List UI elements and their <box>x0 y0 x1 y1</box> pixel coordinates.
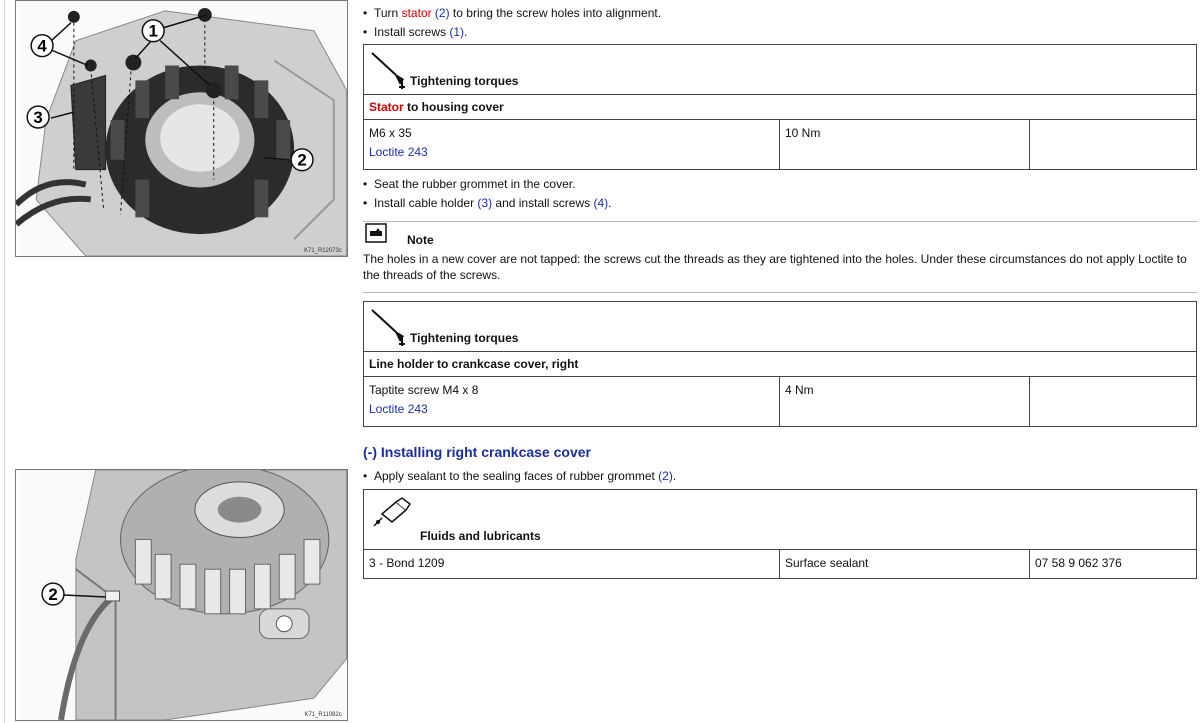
figure-stator-installation <box>15 0 348 257</box>
screw-spec: M6 x 35 <box>369 126 412 140</box>
stator-illustration <box>16 1 347 256</box>
torque-empty-cell <box>1030 120 1196 169</box>
step-install-cable-holder: • Install cable holder (3) and install screws (4). <box>363 196 612 210</box>
callout-4: 4 <box>37 36 47 56</box>
fluid-part-number: 07 58 9 062 376 <box>1035 556 1122 570</box>
torque-table-stator <box>363 44 1197 170</box>
stator-subject-link[interactable]: Stator <box>369 100 404 114</box>
stator-link[interactable]: stator <box>401 6 432 20</box>
crankcase-cover-illustration <box>16 470 347 720</box>
torque-empty-cell <box>1030 377 1196 426</box>
torque-spec-cell <box>364 120 780 169</box>
ref-2-grommet: (2) <box>658 469 673 483</box>
left-margin-rule <box>4 0 5 723</box>
note-text: The holes in a new cover are not tapped: the screws cut the threads as they are tightened into the holes. Under these circumstances do not apply Loctite to the threads of the screws. <box>363 252 1187 282</box>
callout-1: 1 <box>148 21 158 41</box>
callout-3: 3 <box>33 108 43 128</box>
note-title: Note <box>407 233 434 247</box>
fluids-table-header <box>364 490 1196 550</box>
figure1-code: K71_R12073c <box>304 248 342 255</box>
loctite-link[interactable]: Loctite 243 <box>369 145 428 159</box>
step-apply-sealant: • Apply sealant to the sealing faces of rubber grommet (2). <box>363 469 677 483</box>
torque-value: 10 Nm <box>780 120 1030 169</box>
torque-wrench-icon <box>370 306 406 349</box>
torque-table-header <box>364 45 1196 95</box>
figure2-code: K71_R11082c <box>304 712 342 719</box>
sealant-tube-icon <box>372 496 412 533</box>
torque-table-header <box>364 302 1196 352</box>
torque-table-subject: Stator to housing cover <box>364 95 1196 120</box>
screw-spec: Taptite screw M4 x 8 <box>369 383 479 397</box>
torque-table-title: Tightening torques <box>410 74 519 88</box>
torque-spec-cell <box>364 377 780 426</box>
fluid-type: Surface sealant <box>780 550 1030 578</box>
torque-table-line-holder <box>363 301 1197 427</box>
torque-table-row <box>364 377 1196 426</box>
step-install-screws: • Install screws (1). <box>363 25 468 39</box>
step-turn-stator: • Turn stator (2) to bring the screw holes into alignment. <box>363 6 662 20</box>
section-heading: (-) Installing right crankcase cover <box>363 444 591 460</box>
note-header <box>363 219 563 245</box>
bullet: • <box>363 6 368 20</box>
ref-3: (3) <box>477 196 493 210</box>
ref-4: (4) <box>593 196 609 210</box>
fluids-table <box>363 489 1197 579</box>
figure-grommet-sealant <box>15 469 348 721</box>
ref-1: (1) <box>449 25 465 39</box>
callout-2-figure2: 2 <box>48 584 58 604</box>
torque-wrench-icon <box>370 49 406 92</box>
ref-2: (2) <box>434 6 450 20</box>
fluids-table-row <box>364 550 1196 578</box>
torque-value: 4 Nm <box>780 377 1030 426</box>
step-seat-grommet: • Seat the rubber grommet in the cover. <box>363 177 576 191</box>
fluid-product: 3 - Bond 1209 <box>364 550 780 578</box>
torque-table-subject: Line holder to crankcase cover, right <box>364 352 1196 377</box>
fluids-table-title: Fluids and lubricants <box>420 529 541 543</box>
torque-table-row <box>364 120 1196 169</box>
callout-2: 2 <box>297 150 307 170</box>
note-icon <box>365 223 387 246</box>
loctite-link[interactable]: Loctite 243 <box>369 402 428 416</box>
note-bottom-divider <box>363 292 1197 293</box>
torque-table-title: Tightening torques <box>410 331 519 345</box>
